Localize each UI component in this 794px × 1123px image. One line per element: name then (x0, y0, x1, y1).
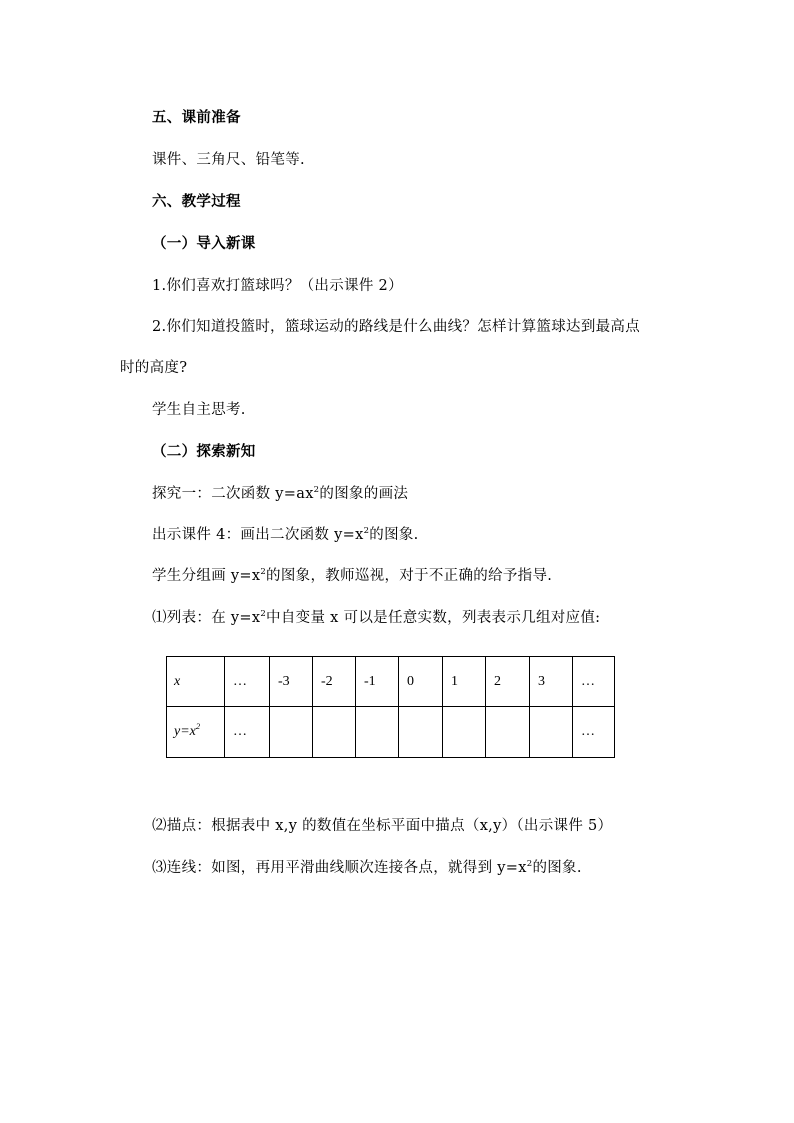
section-heading-prep: 五、课前准备 (152, 109, 241, 126)
table-cell: … (225, 707, 270, 758)
question-2-line-1: 2.你们知道投篮时，篮球运动的路线是什么曲线？怎样计算篮球达到最高点 (152, 319, 641, 335)
question-1: 1.你们喜欢打篮球吗？（出示课件 2） (152, 278, 403, 294)
table-cell: … (225, 657, 270, 707)
table-cell: … (573, 657, 615, 707)
subheading-explore: （二）探索新知 (152, 443, 256, 460)
table-cell (270, 707, 313, 758)
explore-1: 探究一：二次函数 $y=ax^2$的图象的画法 (152, 485, 409, 502)
row-header-y: $y=x^2$ (167, 707, 225, 758)
value-table (166, 656, 615, 758)
step-2-plot: ⑵描点：根据表中 x,y 的数值在坐标平面中描点（x,y）（出示课件 5） (152, 818, 613, 834)
table-row-x (167, 657, 615, 707)
table-cell: -2 (313, 657, 356, 707)
table-cell (443, 707, 486, 758)
subheading-intro: （一）导入新课 (152, 235, 256, 252)
table-cell (399, 707, 443, 758)
table-cell: -3 (270, 657, 313, 707)
step-1-list: ⑴列表：在 $y=x^2$中自变量 x 可以是任意实数，列表表示几组对应值: (152, 609, 601, 626)
prep-materials: 课件、三角尺、铅笔等. (152, 152, 305, 168)
student-thinking: 学生自主思考. (152, 402, 246, 418)
table-cell (313, 707, 356, 758)
table-cell: … (573, 707, 615, 758)
table-cell (356, 707, 399, 758)
group-drawing: 学生分组画 $y=x^2$的图象，教师巡视，对于不正确的给予指导. (152, 567, 553, 584)
row-header-x: x (167, 657, 225, 707)
step-3-connect: ⑶连线：如图，再用平滑曲线顺次连接各点，就得到 $y=x^2$的图象. (152, 859, 582, 876)
show-courseware-4: 出示课件 4：画出二次函数 $y=x^2$的图象. (152, 526, 419, 543)
table-cell: 2 (486, 657, 530, 707)
table-row-y (167, 707, 615, 758)
table-cell: 3 (530, 657, 573, 707)
table-cell (486, 707, 530, 758)
table-cell: 1 (443, 657, 486, 707)
question-2-line-2: 时的高度? (120, 360, 188, 376)
table-cell: -1 (356, 657, 399, 707)
table-cell: 0 (399, 657, 443, 707)
section-heading-process: 六、教学过程 (152, 193, 241, 210)
table-cell (530, 707, 573, 758)
